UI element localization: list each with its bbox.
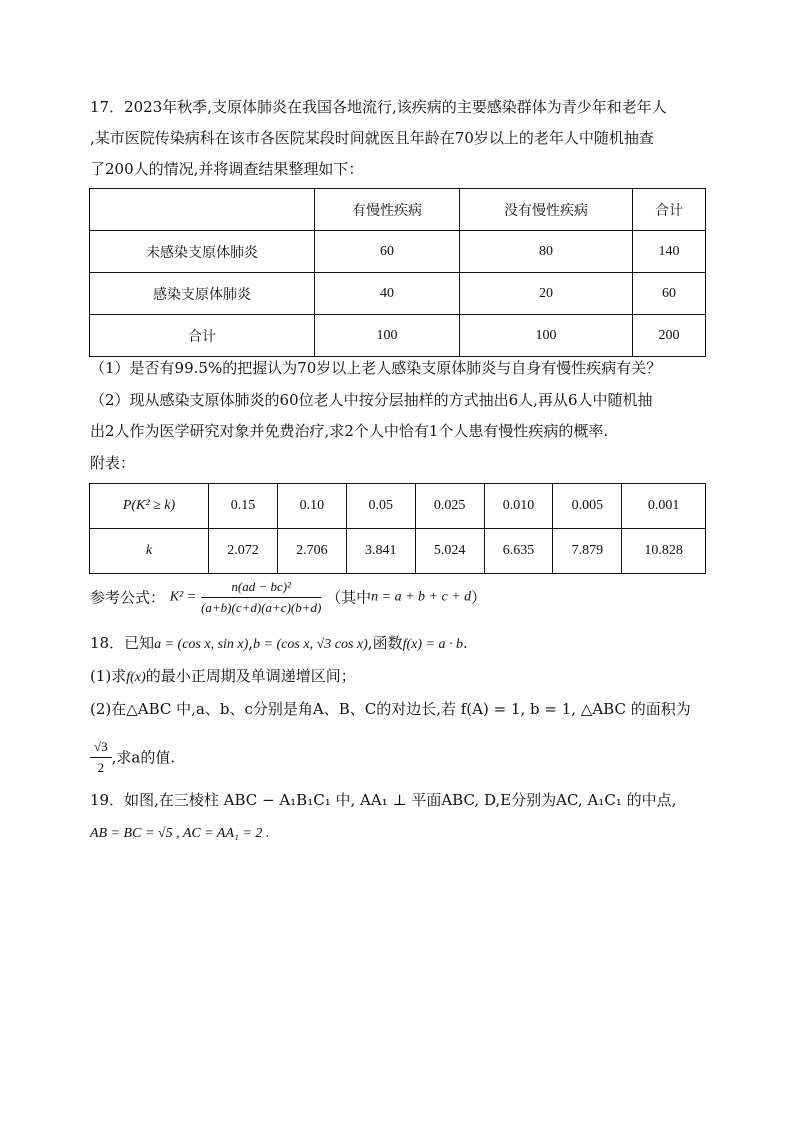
contingency-table xyxy=(89,188,706,357)
formula-label: 参考公式： xyxy=(90,588,166,607)
q17-line-2: ,某市医院传染病科在该市各医院某段时间就医且年龄在70岁以上的老年人中随机抽查 xyxy=(90,129,654,147)
q18-separator: , xyxy=(248,634,254,652)
formula-fraction xyxy=(201,578,321,617)
table-cell: 0.10 xyxy=(277,484,346,529)
q17-part-2-line-1: （2）现从感染支原体肺炎的60位老人中按分层抽样的方式抽出6人,再从6人中随机抽 xyxy=(90,391,653,409)
table-header: 没有慢性疾病 xyxy=(460,189,633,231)
formula-numerator: n(ad − bc)² xyxy=(201,578,321,598)
table-row xyxy=(90,273,706,315)
table-cell: 0.15 xyxy=(209,484,278,529)
table-cell: 100 xyxy=(315,315,460,357)
table-cell: 0.010 xyxy=(484,484,553,529)
q19-line-2: AB = BC = √5 , AC = AA₁ = 2 . xyxy=(90,826,270,841)
table-row-label: k xyxy=(90,529,209,574)
q17-line-3: 了200人的情况,并将调查结果整理如下： xyxy=(90,160,364,178)
table-cell: 合计 xyxy=(90,315,315,357)
area-denominator: 2 xyxy=(97,760,105,775)
q18-part-1-pre: (1)求 xyxy=(90,667,127,685)
table-cell: 6.635 xyxy=(484,529,553,574)
q18-function-label: ,函数 xyxy=(367,634,403,652)
formula-note-close: ） xyxy=(471,588,487,607)
q18-part-2-end: ,求a的值. xyxy=(111,748,176,767)
table-cell xyxy=(90,189,315,231)
critical-value-table xyxy=(89,483,706,574)
table-cell: 2.072 xyxy=(209,529,278,574)
table-cell: 100 xyxy=(460,315,633,357)
table-cell: 0.005 xyxy=(553,484,622,529)
table-cell: 未感染支原体肺炎 xyxy=(90,231,315,273)
table-row-label: P(K² ≥ k) xyxy=(90,484,209,529)
q17-line-1: 17．2023年秋季,支原体肺炎在我国各地流行,该疾病的主要感染群体为青少年和老年人 xyxy=(90,98,667,116)
area-numerator: √3 xyxy=(90,738,112,758)
q19-line-1: 19．如图,在三棱柱 ABC − A₁B₁C₁ 中, AA₁ ⊥ 平面ABC, D,E分别为AC, A₁C₁ 的中点, xyxy=(90,791,677,809)
vector-b-definition: b = (cos x, √3 cos x) xyxy=(253,637,368,652)
q18-intro: 18．已知 xyxy=(90,634,155,652)
formula-denominator: (a+b)(c+d)(a+c)(b+d) xyxy=(201,600,322,615)
table-row xyxy=(90,189,706,231)
table-cell: 200 xyxy=(633,315,706,357)
vector-a-definition: a = (cos x, sin x) xyxy=(154,637,249,652)
q18-part-1-math: f(x) xyxy=(126,670,146,685)
table-cell: 感染支原体肺炎 xyxy=(90,273,315,315)
function-definition: f(x) = a · b xyxy=(402,637,463,652)
table-cell: 20 xyxy=(460,273,633,315)
table-cell: 60 xyxy=(315,231,460,273)
table-cell: 3.841 xyxy=(346,529,415,574)
table-row xyxy=(90,529,706,574)
q18-part-2-continued xyxy=(90,738,710,777)
table-header: 合计 xyxy=(633,189,706,231)
formula-lhs: K² = xyxy=(169,589,197,605)
q18-part-2: (2)在△ABC 中,a、b、c分别是角A、B、C的对边长,若 f(A) = 1, b = 1, △ABC 的面积为 xyxy=(90,700,691,718)
table-cell: 40 xyxy=(315,273,460,315)
q17-part-2-line-2: 出2人作为医学研究对象并免费治疗,求2个人中恰有1个人患有慢性疾病的概率. xyxy=(90,422,609,440)
table-cell: 0.05 xyxy=(346,484,415,529)
table-row xyxy=(90,231,706,273)
q18-line-1 xyxy=(90,632,710,656)
formula-note-open: （其中 xyxy=(326,588,372,607)
q17-part-1: （1）是否有99.5%的把握认为70岁以上老人感染支原体肺炎与自身有慢性疾病有关？ xyxy=(90,359,662,377)
table-cell: 0.025 xyxy=(415,484,484,529)
table-cell: 140 xyxy=(633,231,706,273)
q18-part-1 xyxy=(90,665,710,689)
appendix-label: 附表： xyxy=(90,454,136,472)
table-row xyxy=(90,315,706,357)
reference-formula xyxy=(90,578,710,617)
table-cell: 10.828 xyxy=(622,529,706,574)
table-cell: 7.879 xyxy=(553,529,622,574)
table-row xyxy=(90,484,706,529)
table-cell: 80 xyxy=(460,231,633,273)
table-cell: 2.706 xyxy=(277,529,346,574)
table-cell: 5.024 xyxy=(415,529,484,574)
formula-note-math: n = a + b + c + d xyxy=(371,589,472,605)
table-header: 有慢性疾病 xyxy=(315,189,460,231)
table-cell: 0.001 xyxy=(622,484,706,529)
q18-period: . xyxy=(462,634,468,652)
table-cell: 60 xyxy=(633,273,706,315)
q18-part-1-post: 的最小正周期及单调递增区间； xyxy=(145,667,356,685)
area-fraction xyxy=(90,738,112,777)
